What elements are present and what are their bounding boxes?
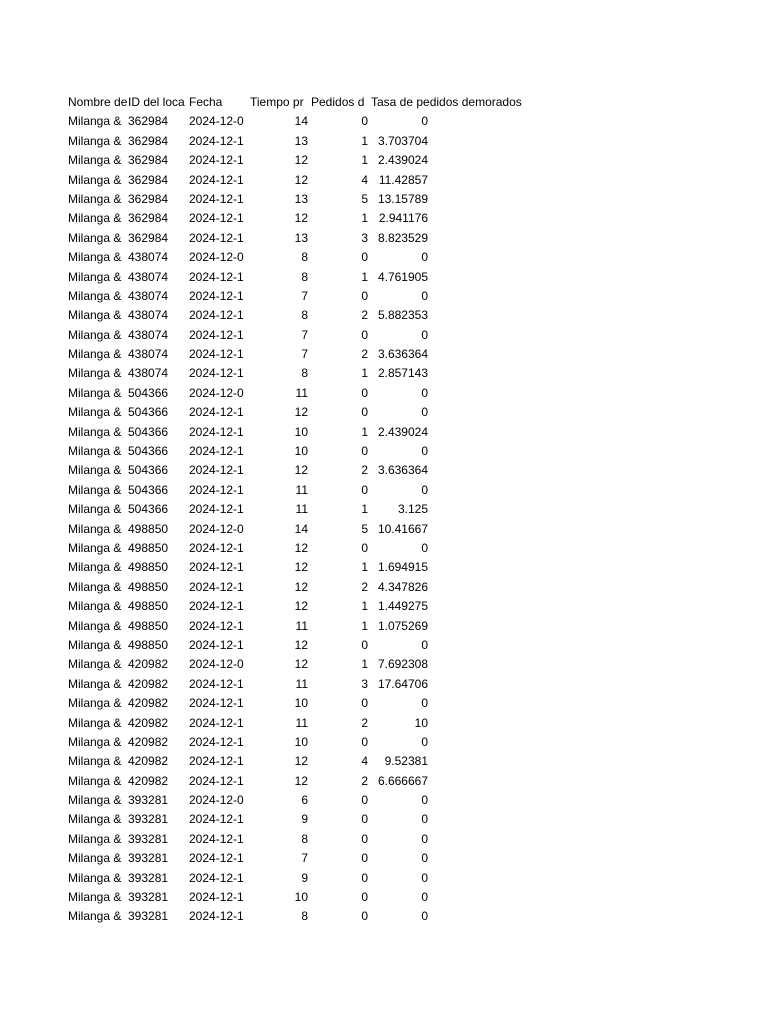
cell-tiempo: 7 bbox=[301, 347, 308, 362]
header-cell-pedidos: Pedidos d bbox=[311, 95, 365, 109]
cell-nombre: Milanga & bbox=[68, 870, 122, 885]
cell-fecha: 2024-12-1 bbox=[189, 230, 244, 245]
cell-fecha: 2024-12-0 bbox=[189, 521, 244, 536]
cell-id: 504366 bbox=[128, 502, 169, 517]
cell-id: 504366 bbox=[128, 424, 169, 439]
cell-nombre: Milanga & bbox=[68, 114, 122, 129]
cell-pedidos: 0 bbox=[361, 327, 368, 342]
cell-nombre: Milanga & bbox=[68, 250, 122, 265]
cell-tasa: 13.15789 bbox=[377, 191, 428, 206]
cell-pedidos: 4 bbox=[361, 172, 368, 187]
cell-tiempo: 13 bbox=[294, 191, 308, 206]
cell-tiempo: 11 bbox=[295, 676, 308, 691]
cell-tiempo: 12 bbox=[294, 560, 308, 575]
cell-pedidos: 1 bbox=[361, 599, 368, 614]
cell-id: 504366 bbox=[128, 463, 169, 478]
cell-nombre: Milanga & bbox=[68, 657, 122, 672]
cell-pedidos: 1 bbox=[361, 657, 368, 672]
cell-id: 362984 bbox=[128, 114, 169, 129]
cell-nombre: Milanga & bbox=[68, 599, 122, 614]
cell-pedidos: 1 bbox=[361, 133, 368, 148]
cell-id: 393281 bbox=[128, 812, 169, 827]
cell-pedidos: 2 bbox=[361, 715, 368, 730]
cell-nombre: Milanga & bbox=[68, 734, 122, 749]
cell-fecha: 2024-12-1 bbox=[189, 327, 244, 342]
cell-nombre: Milanga & bbox=[68, 211, 122, 226]
cell-fecha: 2024-12-1 bbox=[189, 851, 244, 866]
cell-nombre: Milanga & bbox=[68, 288, 122, 303]
cell-fecha: 2024-12-0 bbox=[189, 657, 244, 672]
cell-pedidos: 0 bbox=[361, 444, 368, 459]
cell-id: 393281 bbox=[128, 870, 169, 885]
cell-id: 362984 bbox=[128, 230, 169, 245]
cell-fecha: 2024-12-1 bbox=[189, 269, 244, 284]
cell-tasa: 9.52381 bbox=[384, 754, 428, 769]
header-cell-fecha: Fecha bbox=[189, 95, 223, 109]
cell-nombre: Milanga & bbox=[68, 909, 122, 924]
cell-nombre: Milanga & bbox=[68, 230, 122, 245]
cell-tasa: 10.41667 bbox=[377, 521, 428, 536]
cell-id: 420982 bbox=[128, 676, 169, 691]
cell-fecha: 2024-12-1 bbox=[189, 502, 244, 517]
cell-nombre: Milanga & bbox=[68, 754, 122, 769]
cell-fecha: 2024-12-1 bbox=[189, 482, 244, 497]
cell-tasa: 3.636364 bbox=[377, 463, 428, 478]
cell-nombre: Milanga & bbox=[68, 172, 122, 187]
cell-nombre: Milanga & bbox=[68, 327, 122, 342]
cell-id: 420982 bbox=[128, 734, 169, 749]
cell-pedidos: 0 bbox=[361, 870, 368, 885]
cell-pedidos: 1 bbox=[361, 211, 368, 226]
cell-id: 438074 bbox=[128, 250, 169, 265]
cell-tasa: 0 bbox=[421, 250, 428, 265]
cell-fecha: 2024-12-0 bbox=[189, 114, 244, 129]
cell-nombre: Milanga & bbox=[68, 191, 122, 206]
cell-fecha: 2024-12-1 bbox=[189, 444, 244, 459]
cell-tasa: 0 bbox=[421, 540, 428, 555]
cell-tiempo: 10 bbox=[294, 696, 308, 711]
cell-tiempo: 14 bbox=[294, 521, 308, 536]
cell-pedidos: 0 bbox=[361, 114, 368, 129]
cell-fecha: 2024-12-1 bbox=[189, 405, 244, 420]
cell-id: 498850 bbox=[128, 540, 169, 555]
cell-id: 438074 bbox=[128, 308, 169, 323]
cell-pedidos: 1 bbox=[361, 618, 368, 633]
cell-pedidos: 0 bbox=[361, 288, 368, 303]
cell-tasa: 5.882353 bbox=[377, 308, 428, 323]
cell-fecha: 2024-12-1 bbox=[189, 366, 244, 381]
cell-id: 362984 bbox=[128, 172, 169, 187]
cell-pedidos: 0 bbox=[361, 482, 368, 497]
cell-tiempo: 10 bbox=[294, 444, 308, 459]
cell-tasa: 0 bbox=[421, 734, 428, 749]
cell-fecha: 2024-12-1 bbox=[189, 870, 244, 885]
cell-tasa: 3.636364 bbox=[377, 347, 428, 362]
cell-nombre: Milanga & bbox=[68, 424, 122, 439]
cell-fecha: 2024-12-1 bbox=[189, 831, 244, 846]
cell-id: 393281 bbox=[128, 890, 169, 905]
cell-nombre: Milanga & bbox=[68, 347, 122, 362]
cell-nombre: Milanga & bbox=[68, 502, 122, 517]
cell-id: 393281 bbox=[128, 793, 169, 808]
header-cell-nombre: Nombre de bbox=[68, 95, 128, 109]
cell-nombre: Milanga & bbox=[68, 153, 122, 168]
cell-tiempo: 6 bbox=[301, 793, 308, 808]
cell-id: 504366 bbox=[128, 385, 169, 400]
cell-tiempo: 7 bbox=[301, 327, 308, 342]
cell-nombre: Milanga & bbox=[68, 793, 122, 808]
cell-fecha: 2024-12-1 bbox=[189, 347, 244, 362]
cell-pedidos: 0 bbox=[361, 696, 368, 711]
cell-nombre: Milanga & bbox=[68, 540, 122, 555]
cell-pedidos: 3 bbox=[361, 230, 368, 245]
cell-fecha: 2024-12-1 bbox=[189, 463, 244, 478]
cell-tiempo: 9 bbox=[301, 870, 308, 885]
cell-fecha: 2024-12-1 bbox=[189, 754, 244, 769]
cell-pedidos: 0 bbox=[361, 793, 368, 808]
cell-tasa: 3.703704 bbox=[377, 133, 428, 148]
cell-tiempo: 11 bbox=[295, 385, 308, 400]
cell-nombre: Milanga & bbox=[68, 696, 122, 711]
cell-tiempo: 13 bbox=[294, 230, 308, 245]
cell-tasa: 0 bbox=[421, 812, 428, 827]
cell-tiempo: 11 bbox=[295, 715, 308, 730]
cell-id: 420982 bbox=[128, 754, 169, 769]
cell-pedidos: 0 bbox=[361, 250, 368, 265]
cell-id: 362984 bbox=[128, 133, 169, 148]
cell-tasa: 2.941176 bbox=[378, 211, 428, 226]
cell-fecha: 2024-12-1 bbox=[189, 734, 244, 749]
cell-fecha: 2024-12-0 bbox=[189, 385, 244, 400]
cell-fecha: 2024-12-1 bbox=[189, 560, 244, 575]
cell-tasa: 0 bbox=[421, 327, 428, 342]
cell-fecha: 2024-12-1 bbox=[189, 579, 244, 594]
cell-tiempo: 8 bbox=[301, 250, 308, 265]
cell-id: 393281 bbox=[128, 909, 169, 924]
cell-nombre: Milanga & bbox=[68, 482, 122, 497]
cell-id: 393281 bbox=[128, 851, 169, 866]
cell-pedidos: 5 bbox=[361, 191, 368, 206]
cell-id: 420982 bbox=[128, 696, 169, 711]
cell-id: 498850 bbox=[128, 599, 169, 614]
cell-id: 498850 bbox=[128, 521, 169, 536]
cell-pedidos: 0 bbox=[361, 540, 368, 555]
cell-id: 362984 bbox=[128, 191, 169, 206]
cell-tiempo: 13 bbox=[294, 133, 308, 148]
cell-pedidos: 0 bbox=[361, 851, 368, 866]
cell-tiempo: 12 bbox=[294, 579, 308, 594]
cell-pedidos: 1 bbox=[361, 424, 368, 439]
cell-tasa: 0 bbox=[421, 405, 428, 420]
cell-tasa: 11.42857 bbox=[378, 172, 428, 187]
cell-tiempo: 11 bbox=[295, 502, 308, 517]
cell-tasa: 4.761905 bbox=[377, 269, 428, 284]
cell-tasa: 1.075269 bbox=[377, 618, 428, 633]
cell-id: 438074 bbox=[128, 366, 169, 381]
cell-tiempo: 8 bbox=[301, 831, 308, 846]
cell-fecha: 2024-12-1 bbox=[189, 637, 244, 652]
cell-pedidos: 2 bbox=[361, 463, 368, 478]
cell-tiempo: 7 bbox=[301, 851, 308, 866]
cell-id: 362984 bbox=[128, 153, 169, 168]
cell-nombre: Milanga & bbox=[68, 463, 122, 478]
header-cell-tasa: Tasa de pedidos demorados bbox=[371, 95, 522, 109]
cell-id: 498850 bbox=[128, 579, 169, 594]
cell-pedidos: 0 bbox=[361, 812, 368, 827]
cell-tiempo: 12 bbox=[294, 405, 308, 420]
cell-tasa: 0 bbox=[421, 870, 428, 885]
cell-nombre: Milanga & bbox=[68, 133, 122, 148]
cell-id: 420982 bbox=[128, 657, 169, 672]
cell-tiempo: 10 bbox=[294, 734, 308, 749]
cell-fecha: 2024-12-1 bbox=[189, 424, 244, 439]
cell-nombre: Milanga & bbox=[68, 851, 122, 866]
cell-pedidos: 0 bbox=[361, 405, 368, 420]
cell-tiempo: 7 bbox=[301, 288, 308, 303]
cell-fecha: 2024-12-1 bbox=[189, 890, 244, 905]
cell-tiempo: 12 bbox=[294, 172, 308, 187]
cell-nombre: Milanga & bbox=[68, 773, 122, 788]
cell-pedidos: 1 bbox=[361, 366, 368, 381]
cell-pedidos: 2 bbox=[361, 347, 368, 362]
cell-tiempo: 12 bbox=[294, 637, 308, 652]
cell-fecha: 2024-12-1 bbox=[189, 599, 244, 614]
cell-tasa: 6.666667 bbox=[377, 773, 428, 788]
cell-pedidos: 4 bbox=[361, 754, 368, 769]
cell-nombre: Milanga & bbox=[68, 831, 122, 846]
cell-nombre: Milanga & bbox=[68, 521, 122, 536]
cell-tasa: 0 bbox=[421, 114, 428, 129]
cell-pedidos: 2 bbox=[361, 579, 368, 594]
cell-nombre: Milanga & bbox=[68, 618, 122, 633]
cell-tiempo: 10 bbox=[294, 424, 308, 439]
cell-tasa: 7.692308 bbox=[377, 657, 428, 672]
cell-pedidos: 3 bbox=[361, 676, 368, 691]
cell-tasa: 4.347826 bbox=[377, 579, 428, 594]
cell-tiempo: 8 bbox=[301, 308, 308, 323]
cell-tiempo: 11 bbox=[295, 618, 308, 633]
cell-pedidos: 1 bbox=[361, 153, 368, 168]
cell-pedidos: 1 bbox=[361, 560, 368, 575]
cell-tiempo: 12 bbox=[294, 754, 308, 769]
cell-fecha: 2024-12-0 bbox=[189, 250, 244, 265]
cell-nombre: Milanga & bbox=[68, 890, 122, 905]
cell-fecha: 2024-12-1 bbox=[189, 909, 244, 924]
cell-nombre: Milanga & bbox=[68, 308, 122, 323]
cell-tiempo: 14 bbox=[294, 114, 308, 129]
cell-tasa: 0 bbox=[421, 637, 428, 652]
cell-id: 498850 bbox=[128, 618, 169, 633]
cell-tiempo: 9 bbox=[301, 812, 308, 827]
cell-tiempo: 8 bbox=[301, 366, 308, 381]
cell-tiempo: 12 bbox=[294, 540, 308, 555]
cell-id: 504366 bbox=[128, 482, 169, 497]
header-cell-tiempo: Tiempo pr bbox=[250, 95, 304, 109]
cell-tasa: 3.125 bbox=[397, 502, 428, 517]
cell-tasa: 17.64706 bbox=[377, 676, 428, 691]
cell-id: 438074 bbox=[128, 327, 169, 342]
cell-pedidos: 1 bbox=[361, 269, 368, 284]
cell-tasa: 1.449275 bbox=[377, 599, 428, 614]
cell-tasa: 0 bbox=[421, 288, 428, 303]
cell-tasa: 0 bbox=[421, 793, 428, 808]
cell-tasa: 0 bbox=[421, 482, 428, 497]
cell-tasa: 2.857143 bbox=[377, 366, 428, 381]
cell-tiempo: 12 bbox=[294, 599, 308, 614]
cell-fecha: 2024-12-1 bbox=[189, 133, 244, 148]
cell-nombre: Milanga & bbox=[68, 366, 122, 381]
cell-id: 420982 bbox=[128, 715, 169, 730]
cell-nombre: Milanga & bbox=[68, 715, 122, 730]
cell-tiempo: 12 bbox=[294, 463, 308, 478]
cell-pedidos: 2 bbox=[361, 773, 368, 788]
cell-tasa: 0 bbox=[421, 851, 428, 866]
cell-fecha: 2024-12-1 bbox=[189, 153, 244, 168]
cell-pedidos: 0 bbox=[361, 890, 368, 905]
cell-fecha: 2024-12-1 bbox=[189, 308, 244, 323]
cell-id: 420982 bbox=[128, 773, 169, 788]
cell-fecha: 2024-12-1 bbox=[189, 618, 244, 633]
cell-nombre: Milanga & bbox=[68, 812, 122, 827]
cell-tasa: 10 bbox=[414, 715, 428, 730]
cell-fecha: 2024-12-1 bbox=[189, 715, 244, 730]
cell-fecha: 2024-12-1 bbox=[189, 540, 244, 555]
cell-tasa: 0 bbox=[421, 696, 428, 711]
cell-tiempo: 10 bbox=[294, 890, 308, 905]
cell-id: 393281 bbox=[128, 831, 169, 846]
cell-tasa: 8.823529 bbox=[377, 230, 428, 245]
cell-tiempo: 12 bbox=[294, 773, 308, 788]
cell-pedidos: 0 bbox=[361, 734, 368, 749]
cell-tasa: 2.439024 bbox=[377, 153, 428, 168]
cell-tiempo: 8 bbox=[301, 269, 308, 284]
cell-id: 438074 bbox=[128, 288, 169, 303]
cell-id: 504366 bbox=[128, 405, 169, 420]
cell-tasa: 0 bbox=[421, 909, 428, 924]
cell-pedidos: 0 bbox=[361, 831, 368, 846]
cell-nombre: Milanga & bbox=[68, 676, 122, 691]
cell-nombre: Milanga & bbox=[68, 385, 122, 400]
cell-fecha: 2024-12-1 bbox=[189, 773, 244, 788]
cell-id: 504366 bbox=[128, 444, 169, 459]
cell-pedidos: 2 bbox=[361, 308, 368, 323]
cell-tasa: 0 bbox=[421, 890, 428, 905]
cell-id: 438074 bbox=[128, 347, 169, 362]
cell-tasa: 0 bbox=[421, 444, 428, 459]
cell-tasa: 0 bbox=[421, 831, 428, 846]
cell-fecha: 2024-12-1 bbox=[189, 172, 244, 187]
cell-pedidos: 0 bbox=[361, 909, 368, 924]
cell-fecha: 2024-12-1 bbox=[189, 288, 244, 303]
cell-nombre: Milanga & bbox=[68, 637, 122, 652]
cell-tiempo: 12 bbox=[294, 211, 308, 226]
cell-tiempo: 8 bbox=[301, 909, 308, 924]
cell-fecha: 2024-12-1 bbox=[189, 696, 244, 711]
cell-nombre: Milanga & bbox=[68, 560, 122, 575]
cell-nombre: Milanga & bbox=[68, 579, 122, 594]
cell-tiempo: 11 bbox=[295, 482, 308, 497]
cell-id: 362984 bbox=[128, 211, 169, 226]
cell-pedidos: 5 bbox=[361, 521, 368, 536]
cell-id: 438074 bbox=[128, 269, 169, 284]
cell-tiempo: 12 bbox=[294, 153, 308, 168]
cell-nombre: Milanga & bbox=[68, 444, 122, 459]
cell-nombre: Milanga & bbox=[68, 405, 122, 420]
cell-tasa: 0 bbox=[421, 385, 428, 400]
cell-nombre: Milanga & bbox=[68, 269, 122, 284]
cell-fecha: 2024-12-0 bbox=[189, 793, 244, 808]
cell-fecha: 2024-12-1 bbox=[189, 211, 244, 226]
header-cell-id: ID del loca bbox=[128, 95, 185, 109]
cell-fecha: 2024-12-1 bbox=[189, 812, 244, 827]
cell-tiempo: 12 bbox=[294, 657, 308, 672]
cell-pedidos: 0 bbox=[361, 637, 368, 652]
cell-pedidos: 1 bbox=[361, 502, 368, 517]
cell-tasa: 2.439024 bbox=[377, 424, 428, 439]
cell-tasa: 1.694915 bbox=[377, 560, 428, 575]
cell-id: 498850 bbox=[128, 560, 169, 575]
cell-id: 498850 bbox=[128, 637, 169, 652]
cell-pedidos: 0 bbox=[361, 385, 368, 400]
cell-fecha: 2024-12-1 bbox=[189, 676, 244, 691]
cell-fecha: 2024-12-1 bbox=[189, 191, 244, 206]
